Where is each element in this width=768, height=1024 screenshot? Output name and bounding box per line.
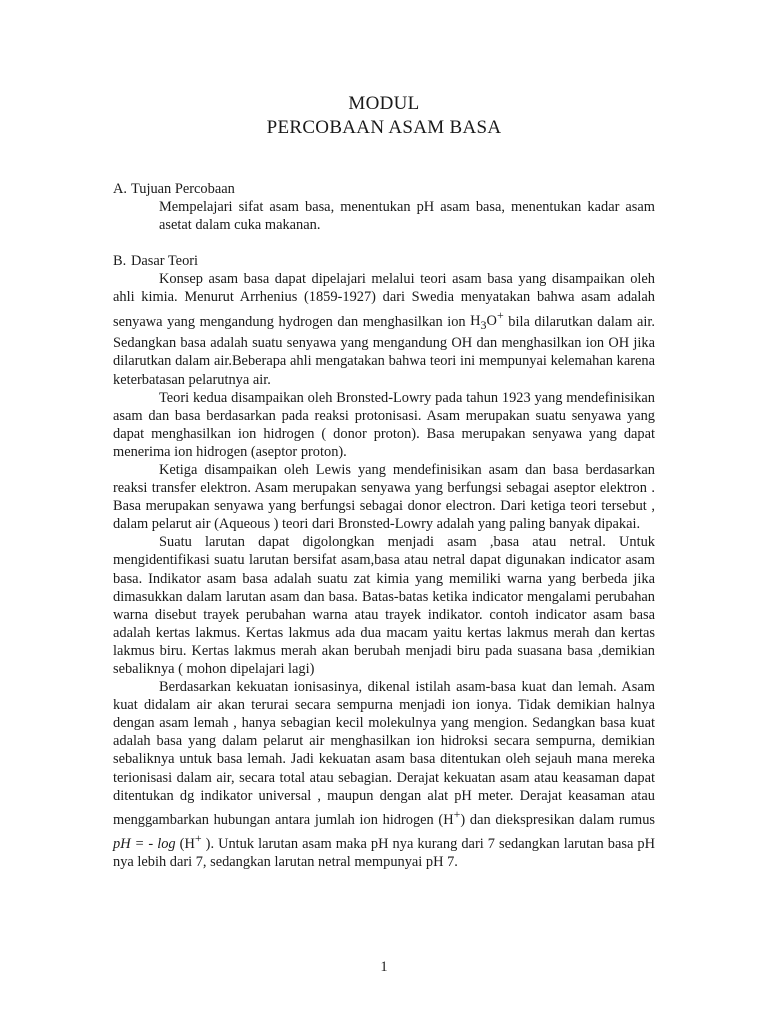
module-title — [0, 92, 768, 140]
section-b-heading — [113, 252, 655, 270]
section-b-letter: B. — [113, 253, 127, 270]
paragraph-arrhenius-text-2: bila dilarutkan dalam air. Sedangkan basa adalah suatu senyawa yang mengandung OH dan menghasilkan ion OH jika dilarutkan dalam air.Beberapa ahli mengatakan bahwa teori ini mempunyai kelemahan karena keterbatasan pelarutnya air. — [113, 313, 655, 388]
section-a-letter: A. — [113, 181, 127, 197]
paragraph-lewis: Ketiga disampaikan oleh Lewis yang mendefinisikan asam dan basa berdasarkan reaksi transfer elektron. Asam merupakan senyawa yang berfungsi sebagai aseptor elektron . Basa merupakan senyawa yang berfungsi sebagai donor electron. Dari ketiga teori tersebut , dalam pelarut air (Aqueous ) teori dari Bronsted-Lowry adalah yang paling banyak dipakai. — [113, 461, 655, 533]
section-b-title: Dasar Teori — [131, 253, 199, 270]
paragraph-indicator: Suatu larutan dapat digolongkan menjadi asam ,basa atau netral. Untuk mengidentifikasi suatu larutan bersifat asam,basa atau netral dapat digunakan indicator asam basa. Indikator asam basa adalah suatu zat kimia yang memiliki warna yang berbeda jika dimasukkan dalam larutan asam dan basa. Batas-batas ketika indicator mengalami perubahan warna disebut trayek perubahan warna atau trayek indikator. contoh indicator asam basa adalah kertas lakmus. Kertas lakmus ada dua macam yaitu kertas lakmus merah dan kertas lakmus biru. Kertas lakmus merah akan berubah menjadi biru pada suasana basa ,demikian sebaliknya ( mohon dipelajari lagi) — [113, 534, 655, 678]
page-number: 1 — [380, 959, 388, 975]
paragraph-ionization-text-2: ) dan diekspresikan dalam rumus — [460, 811, 655, 828]
title-line-2: PERCOBAAN ASAM BASA — [266, 117, 502, 138]
section-spacer — [113, 234, 655, 252]
paragraph-ionization-text-3: (H — [175, 835, 195, 852]
hydrogen-superscript-2: + — [194, 830, 202, 845]
formula-superscript: + — [496, 308, 504, 323]
formula-h: H — [470, 313, 481, 330]
paragraph-ionization-text-4: ). Untuk larutan asam maka pH nya kurang dari 7 sedangkan larutan basa pH nya lebih dari 7, sedangkan larutan netral mempunyai pH 7. — [113, 835, 655, 870]
section-a-title: Tujuan Percobaan — [131, 181, 235, 197]
title-line-1: MODUL — [348, 93, 420, 114]
hydronium-formula — [470, 308, 504, 333]
paragraph-ionization-text-1: Berdasarkan kekuatan ionisasinya, dikenal istilah asam-basa kuat dan lemah. Asam kuat didalam air akan terurai secara sempurna menjadi ion ionya. Tidak demikian halnya dengan asam lemah , hanya sebagian kecil molekulnya yang mengion. Sedangkan basa kuat adalah basa yang dalam pelarut air menghasilkan ion hidroksi secara sempurna, demikian sebaliknya untuk basa lemah. Jadi kekuatan asam basa ditentukan oleh sejauh mana mereka terionisasi dalam air, secara total atau sebagian. Derajat kekuatan asam atau keasaman dapat ditentukan dg indikator universal , maupun dengan alat pH meter. Derajat keasaman atau menggambarkan hubungan antara jumlah ion hidrogen (H — [113, 679, 655, 828]
paragraph-arrhenius — [113, 270, 655, 388]
hydrogen-superscript-1: + — [453, 806, 461, 821]
formula-subscript: 3 — [480, 318, 487, 333]
ph-formula: pH = - log — [113, 835, 176, 852]
paragraph-bronsted-lowry: Teori kedua disampaikan oleh Bronsted-Lowry pada tahun 1923 yang mendefinisikan asam dan basa berdasarkan pada reaksi protonisasi. Asam merupakan suatu senyawa yang dapat menghasilkan ion hidrogen ( donor proton). Basa merupakan senyawa yang dapat menerima ion hidrogen (aseptor proton). — [113, 389, 655, 460]
formula-o: O — [486, 313, 497, 330]
section-a-body: Mempelajari sifat asam basa, menentukan pH asam basa, menentukan kadar asam asetat dalam cuka makanan. — [159, 199, 655, 234]
section-a-heading — [113, 180, 655, 198]
paragraph-ionization — [113, 678, 655, 871]
paragraph-arrhenius-text-1: Konsep asam basa dapat dipelajari melalui teori asam basa yang disampaikan oleh ahli kimia. Menurut Arrhenius (1859-1927) dari Swedia menyatakan bahwa asam adalah senyawa yang mengandung hydrogen dan menghasilkan ion — [113, 271, 655, 330]
document-body — [113, 180, 655, 871]
